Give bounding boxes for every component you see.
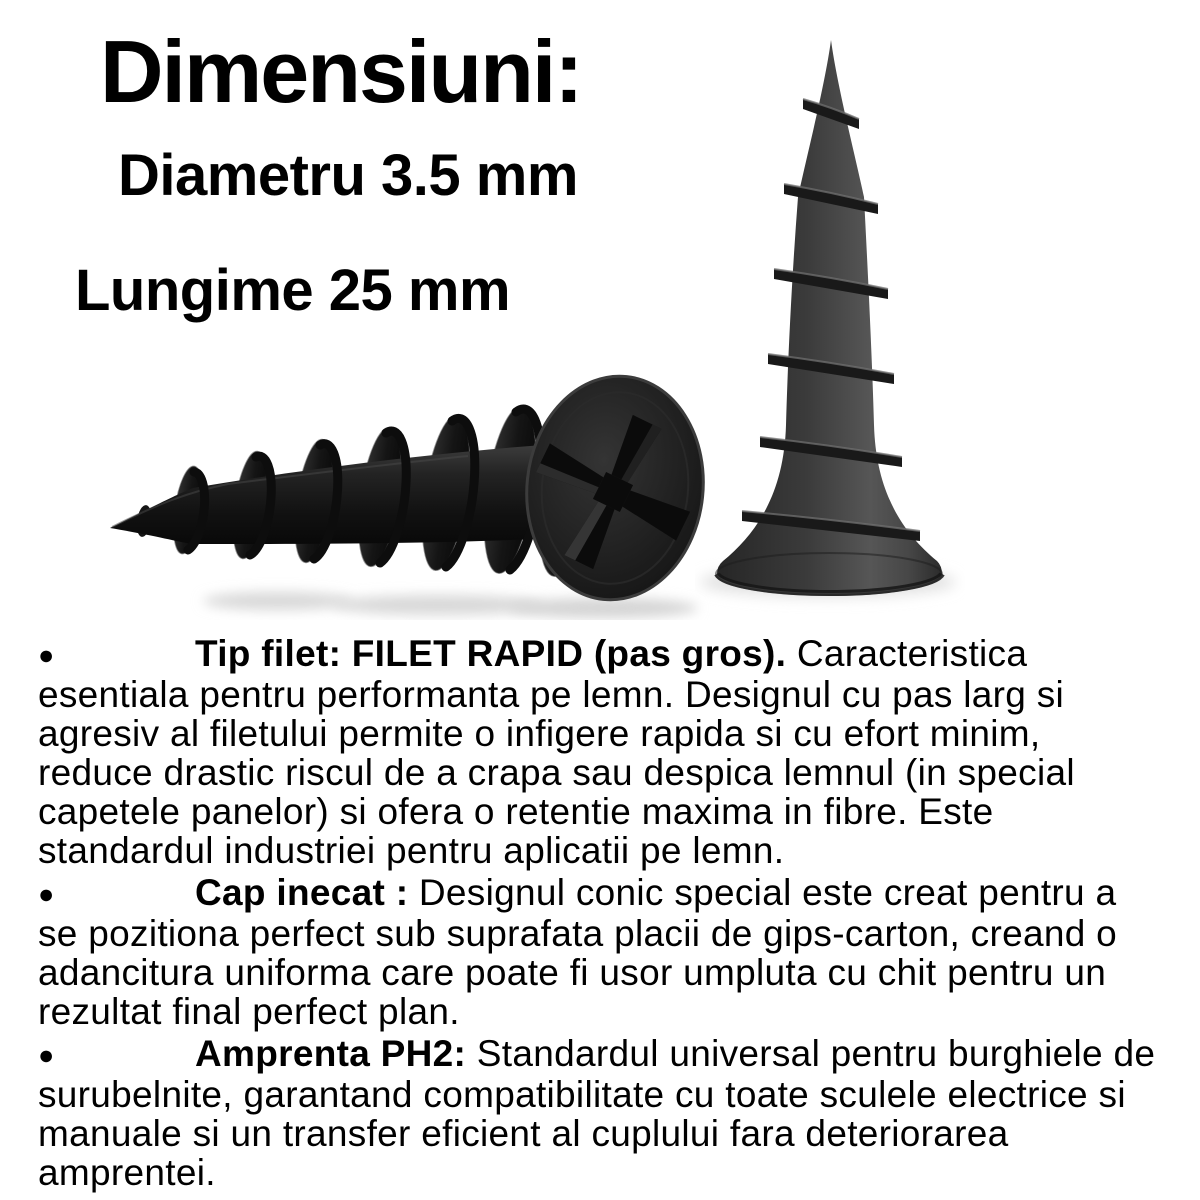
- feature-first-line: [38, 1034, 1188, 1075]
- feature-text-line: standardul industriei pentru aplicatii pe lemn.: [38, 830, 785, 871]
- spec-diameter: Diametru 3.5 mm: [118, 143, 578, 208]
- feature-first-line: [38, 873, 1188, 914]
- screw-shadow: [333, 595, 543, 615]
- features-list: [38, 634, 1188, 1192]
- feature-text: Caracteristica: [786, 633, 1028, 674]
- bullet-icon: ●: [38, 640, 55, 670]
- horizontal-screw-photo: [98, 352, 710, 620]
- feature-text-line: manuale si un transfer eficient al cuplului fara deteriorarea: [38, 1113, 1009, 1154]
- feature-text-line: adancitura uniforma care poate fi usor umpluta cu chit pentru un: [38, 952, 1107, 993]
- feature-item-thread-type: [38, 634, 1188, 870]
- screw-shadow: [508, 598, 698, 618]
- feature-text-line: rezultat final perfect plan.: [38, 991, 460, 1032]
- bullet-icon: ●: [38, 879, 55, 909]
- feature-text-line: agresiv al filetului permite o infigere rapida si cu efort minim,: [38, 713, 1041, 754]
- page-title: Dimensiuni:: [100, 22, 582, 121]
- vertical-screw-photo: [695, 25, 965, 615]
- feature-lead: Amprenta PH2:: [195, 1033, 467, 1074]
- feature-first-line: [38, 634, 1188, 675]
- feature-text-line: se pozitiona perfect sub suprafata placii de gips-carton, creand o: [38, 913, 1118, 954]
- feature-item-countersunk-head: [38, 873, 1188, 1031]
- feature-text: Designul conic special este creat pentru a: [408, 872, 1117, 913]
- spec-length: Lungime 25 mm: [75, 258, 511, 323]
- screw-shadow: [203, 592, 353, 610]
- feature-text: Standardul universal pentru burghiele de: [466, 1033, 1156, 1074]
- feature-lead: Cap inecat :: [195, 872, 409, 913]
- feature-text-line: surubelnite, garantand compatibilitate cu toate sculele electrice si: [38, 1074, 1126, 1115]
- screw-body: [717, 40, 942, 593]
- feature-text-line: amprentei.: [38, 1152, 216, 1193]
- bullet-icon: ●: [38, 1040, 55, 1070]
- feature-lead: Tip filet: FILET RAPID (pas gros).: [195, 633, 787, 674]
- feature-text-line: capetele panelor) si ofera o retentie maxima in fibre. Este: [38, 791, 994, 832]
- feature-text-line: esentiala pentru performanta pe lemn. Designul cu pas larg si: [38, 674, 1065, 715]
- feature-item-ph2-drive: [38, 1034, 1188, 1192]
- feature-text-line: reduce drastic riscul de a crapa sau despica lemnul (in special: [38, 752, 1075, 793]
